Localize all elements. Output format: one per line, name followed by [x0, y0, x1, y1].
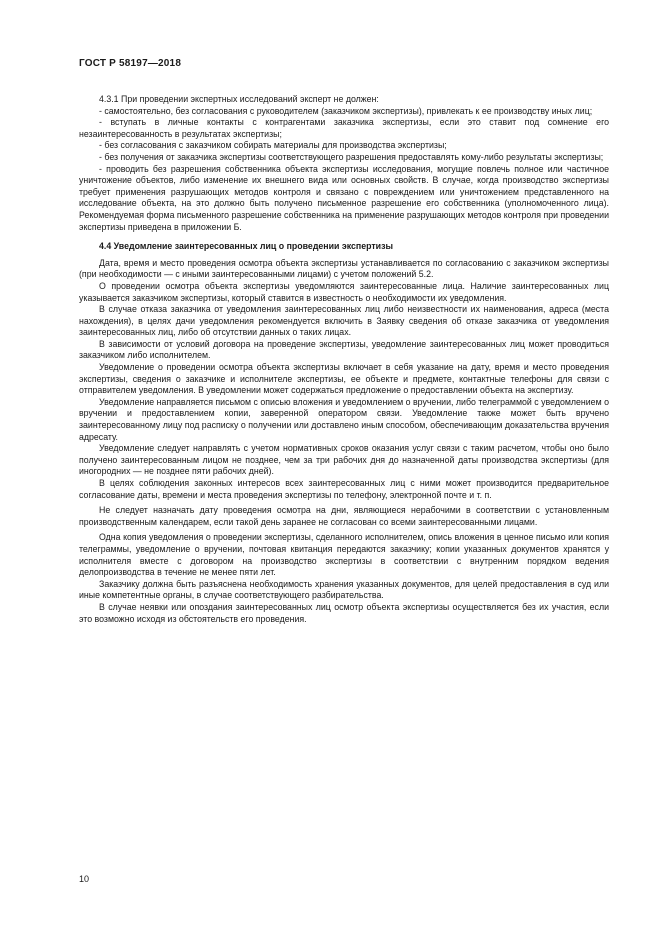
paragraph: Дата, время и место проведения осмотра объекта экспертизы устанавливается по согласованию с заказчиком экспертизы (при необходимости — с иными заинтересованными лицами) с учетом положений 5.2.: [79, 257, 609, 280]
list-item: - самостоятельно, без согласования с руководителем (заказчиком экспертизы), привлекать к ее производству иных лиц;: [99, 105, 593, 116]
paragraph: В зависимости от условий договора на проведение экспертизы, уведомление заинтересованных лиц может проводиться заказчиком либо исполнителем.: [79, 338, 609, 361]
list-item: - без согласования с заказчиком собирать материалы для производства экспертизы;: [99, 140, 447, 151]
paragraph: Уведомление следует направлять с учетом нормативных сроков оказания услуг связи с таким расчетом, чтобы оно было получено заинтересованным лицом не позднее, чем за три рабочих дня до назначенной даты производства экспертизы (для иногородних — не позднее пяти рабочих дней).: [79, 443, 609, 477]
list-item: - без получения от заказчика экспертизы соответствующего разрешения предоставлять кому-либо результаты экспертизы;: [99, 151, 604, 162]
paragraph: Не следует назначать дату проведения осмотра на дни, являющиеся нерабочими в соответствии с установленным производственным календарем, если такой день заранее не согласован со всеми заинтересованными лицами.: [79, 505, 609, 527]
section-4-3-1-intro: 4.3.1 При проведении экспертных исследований эксперт не должен:: [99, 94, 379, 104]
section-4-4-title: 4.4 Уведомление заинтересованных лиц о проведении экспертизы: [99, 241, 393, 252]
document-body: [79, 94, 609, 625]
paragraph: В случае неявки или опоздания заинтересованных лиц осмотр объекта экспертизы осуществляется без их участия, если это возможно исходя из обстоятельств его проведения.: [79, 601, 609, 624]
paragraph: Уведомление направляется письмом с описью вложения и уведомлением о вручении, либо телеграммой с уведомлением о вручении и предоставлением копии, заверенной оператором связи. Уведомление также может быть вручено заинтересованному лицу под расписку о получении или доставлено иным способом, обеспечивающим доказательства вручения адресату.: [79, 396, 609, 442]
document-header: ГОСТ Р 58197—2018: [79, 58, 182, 69]
paragraph: Одна копия уведомления о проведении экспертизы, сделанного исполнителем, опись вложения в ценное письмо или копия телеграммы, уведомление о вручении, почтовая квитанция передаются заказчику; копии указанных документов хранятся у исполнителя вместе с договором на производство экспертизы в соответствии с внутренним порядком ведения делопроизводства в течение не менее пяти лет.: [79, 532, 609, 578]
paragraph: В целях соблюдения законных интересов всех заинтересованных лиц с ними может производится предварительное согласование даты, времени и места проведения экспертизы по телефону, электронной почте и т. п.: [79, 478, 609, 500]
paragraph: В случае отказа заказчика от уведомления заинтересованных лиц либо неизвестности их наименования, адреса (места нахождения), в целях дачи уведомления рекомендуется включить в Заявку сведения об отказе заказчика от уведомления заинтересованных лиц, либо об отсутствии данных о таких лицах.: [79, 304, 609, 338]
paragraph: Уведомление о проведении осмотра объекта экспертизы включает в себя указание на дату, время и место проведения экспертизы, сведения о заказчике и исполнителе экспертизы, ее объекте и предмете, контактные телефоны для связи с отправителем уведомления. В уведомлении может содержаться предложение о предоставлении объекта на экспертизу.: [79, 362, 609, 396]
paragraph: О проведении осмотра объекта экспертизы уведомляются заинтересованные лица. Наличие заинтересованных лиц указывается заказчиком экспертизы, который ставится в известность о необходимости их уведомления.: [79, 280, 609, 303]
list-item: - вступать в личные контакты с контрагентами заказчика экспертизы, если это ставит под сомнение его незаинтересованность в результатах экспертизы;: [79, 117, 609, 139]
page-number: 10: [79, 874, 90, 884]
list-item: - проводить без разрешения собственника объекта экспертизы исследования, могущие повлечь полное или частичное уничтожение объектов, либо изменение их внешнего вида или основных свойств. В случае, когда производство экспертизы требует применения разрушающих методов контроля и связано с повреждением или уничтожением представленного на исследование объекта, на это должно быть получено письменное разрешение его собственника (уполномоченного лица). Рекомендуемая форма письменного разрешение собственника на применение разрушающих методов контроля при проведении экспертизы приведена в приложении Б.: [79, 163, 609, 232]
paragraph: Заказчику должна быть разъяснена необходимость хранения указанных документов, для целей предоставления в суд или иные компетентные органы, в случае соответствующего разбирательства.: [79, 578, 609, 601]
